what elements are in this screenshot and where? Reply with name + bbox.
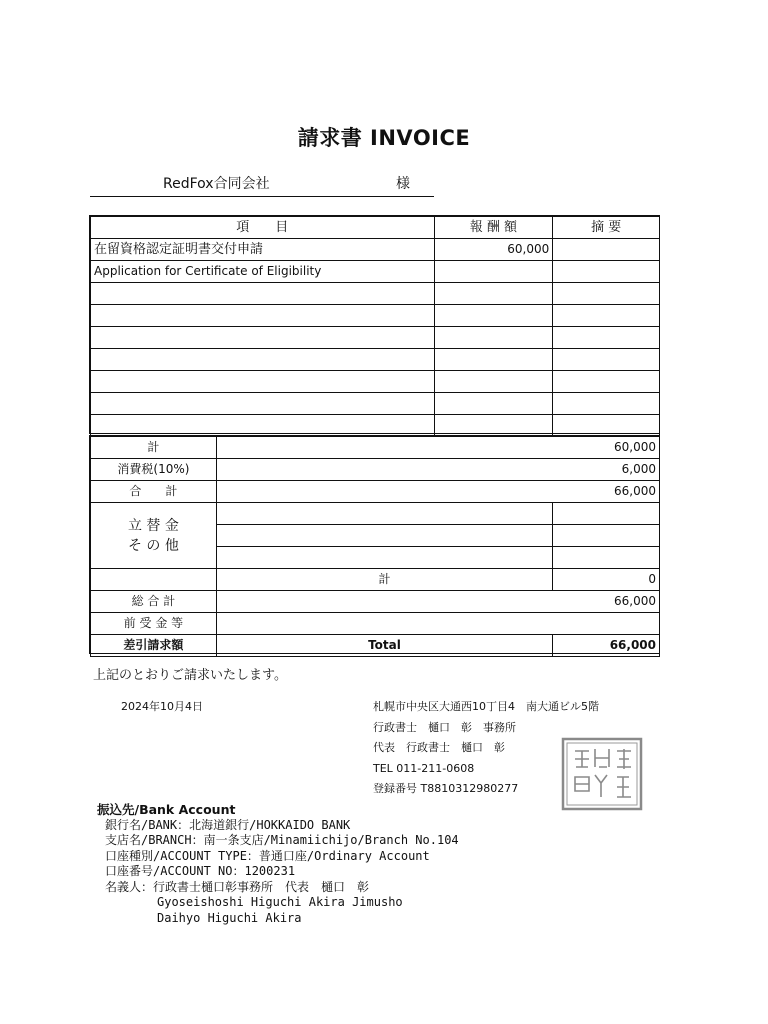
invoice-date: 2024年10月4日	[121, 700, 203, 713]
header-amount: 報 酬 額	[434, 217, 553, 239]
client-name: RedFox合同会社	[163, 176, 270, 192]
items-table	[90, 216, 660, 437]
advances-label-2: そ の 他	[127, 537, 179, 554]
amount-cell: 60,000	[434, 239, 553, 261]
grand-total-value: 66,000	[216, 591, 659, 613]
advances-cell	[216, 503, 552, 525]
prepaid-label: 前 受 金 等	[91, 613, 217, 635]
issuer-tel: TEL 011-211-0608	[373, 761, 475, 775]
advances-row	[91, 503, 660, 525]
items-header-row	[91, 217, 660, 239]
amount-cell	[434, 327, 553, 349]
table-row	[91, 305, 660, 327]
item-cell	[91, 305, 435, 327]
item-cell	[91, 283, 435, 305]
issuer-office: 行政書士 樋口 彰 事務所	[373, 720, 516, 734]
tax-value: 6,000	[216, 459, 659, 481]
item-cell: 在留資格認定証明書交付申請	[91, 239, 435, 261]
amount-cell	[434, 371, 553, 393]
table-row	[91, 415, 660, 437]
table-row	[91, 393, 660, 415]
table-row	[91, 327, 660, 349]
remarks-cell	[553, 327, 660, 349]
bank-branch: 支店名/BRANCH：南一条支店/Minamiichijo/Branch No.104	[105, 833, 459, 847]
remarks-cell	[553, 415, 660, 437]
table-row	[91, 239, 660, 261]
bank-name: 銀行名/BANK：北海道銀行/HOKKAIDO BANK	[105, 817, 351, 832]
grand-total-row	[91, 591, 660, 613]
amount-cell	[434, 415, 553, 437]
invoice-note: 上記のとおりご請求いたします。	[93, 668, 287, 683]
remarks-cell	[553, 283, 660, 305]
advances-label-1: 立 替 金	[127, 517, 179, 534]
remarks-cell	[553, 239, 660, 261]
advances-amount-cell	[553, 503, 660, 525]
item-cell	[91, 327, 435, 349]
bank-heading: 振込先/Bank Account	[97, 802, 236, 817]
item-cell: Application for Certificate of Eligibility	[91, 261, 435, 283]
item-cell	[91, 415, 435, 437]
grand-total-label: 総 合 計	[91, 591, 217, 613]
balance-total-word: Total	[216, 635, 552, 657]
office-seal-icon	[561, 737, 643, 811]
advances-sum-row	[91, 569, 660, 591]
table-row	[91, 349, 660, 371]
header-item: 項 目	[91, 217, 435, 239]
prepaid-row	[91, 613, 660, 635]
item-cell	[91, 393, 435, 415]
amount-cell	[434, 349, 553, 371]
total-value: 66,000	[216, 481, 659, 503]
summary-table	[90, 436, 660, 657]
amount-cell	[434, 305, 553, 327]
advances-cell	[216, 547, 552, 569]
advances-sum-value: 0	[553, 569, 660, 591]
balance-row	[91, 635, 660, 657]
prepaid-value	[216, 613, 659, 635]
table-row	[91, 261, 660, 283]
table-row	[91, 371, 660, 393]
table-row	[91, 283, 660, 305]
remarks-cell	[553, 393, 660, 415]
balance-value: 66,000	[553, 635, 660, 657]
advances-amount-cell	[553, 525, 660, 547]
invoice-title: 請求書 INVOICE	[297, 126, 471, 150]
issuer-representative: 代表 行政書士 樋口 彰	[373, 741, 505, 754]
bank-holder: 名義人：行政書士樋口彰事務所 代表 樋口 彰	[105, 879, 370, 894]
remarks-cell	[553, 349, 660, 371]
item-cell	[91, 349, 435, 371]
total-row	[91, 481, 660, 503]
subtotal-value: 60,000	[216, 437, 659, 459]
client-honorific: 様	[396, 176, 410, 192]
bank-holder-romaji-1: Gyoseishoshi Higuchi Akira Jimusho	[157, 895, 403, 909]
item-cell	[91, 371, 435, 393]
advances-cell	[216, 525, 552, 547]
issuer-address: 札幌市中央区大通西10丁目4 南大通ビル5階	[373, 700, 599, 713]
total-label: 合 計	[91, 481, 217, 503]
amount-cell	[434, 393, 553, 415]
bank-account-block	[97, 802, 459, 926]
balance-label: 差引請求額	[91, 635, 217, 657]
advances-sum-spacer	[91, 569, 217, 591]
remarks-cell	[553, 305, 660, 327]
advances-sum-label: 計	[216, 569, 552, 591]
bank-account-no: 口座番号/ACCOUNT NO：1200231	[105, 864, 296, 878]
client-line	[90, 170, 434, 197]
header-remarks: 摘 要	[553, 217, 660, 239]
bank-holder-romaji-2: Daihyo Higuchi Akira	[157, 910, 302, 925]
issuer-registration: 登録番号 T8810312980277	[373, 782, 519, 795]
advances-label	[91, 503, 217, 569]
tax-row	[91, 459, 660, 481]
remarks-cell	[553, 261, 660, 283]
tax-label: 消費税(10%)	[91, 459, 217, 481]
remarks-cell	[553, 371, 660, 393]
bank-account-type: 口座種別/ACCOUNT TYPE：普通口座/Ordinary Account	[105, 848, 430, 863]
amount-cell	[434, 283, 553, 305]
subtotal-label: 計	[91, 437, 217, 459]
amount-cell	[434, 261, 553, 283]
advances-amount-cell	[553, 547, 660, 569]
subtotal-row	[91, 437, 660, 459]
